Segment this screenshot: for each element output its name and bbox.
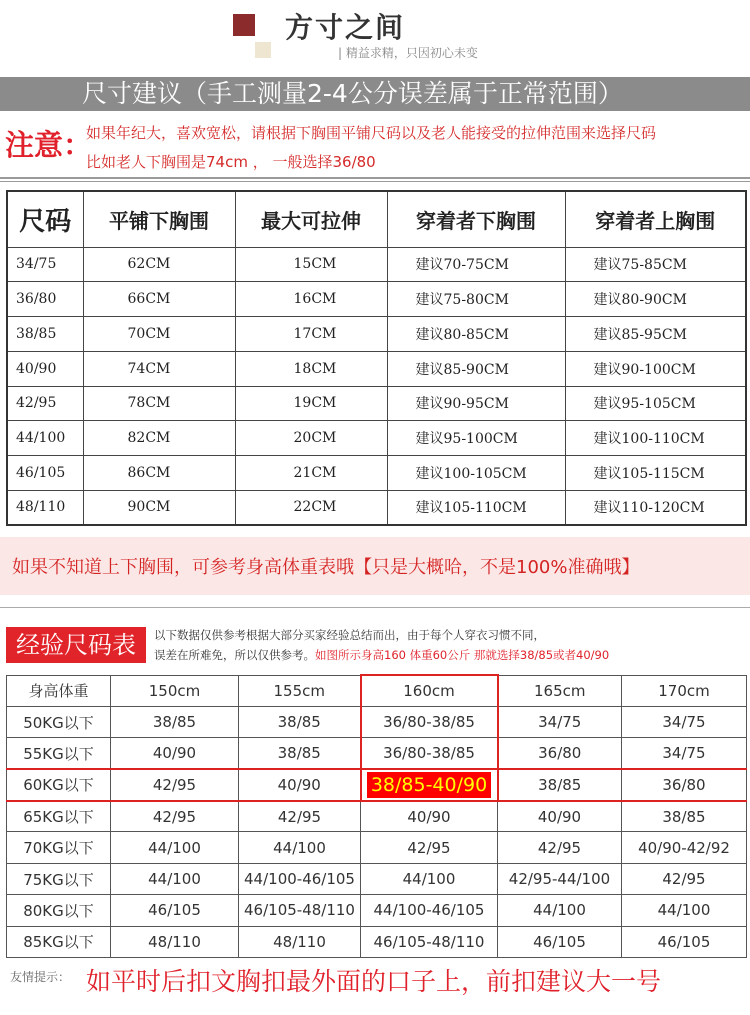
experience-row-label: 85KG以下 (7, 926, 111, 957)
size-cell: 建议100-105CM (387, 456, 565, 491)
size-row (7, 456, 746, 491)
size-cell: 建议80-85CM (387, 317, 565, 352)
experience-cell: 38/85 (622, 801, 747, 832)
experience-cell: 36/80 (622, 769, 747, 800)
size-cell: 42/95 (7, 386, 83, 421)
size-cell: 建议85-95CM (565, 317, 746, 352)
experience-cell: 44/100 (111, 863, 239, 894)
experience-cell: 42/95 (111, 769, 239, 800)
size-cell: 19CM (235, 386, 387, 421)
size-cell: 17CM (235, 317, 387, 352)
size-cell: 38/85 (7, 317, 83, 352)
experience-desc-2 (154, 647, 609, 663)
experience-cell: 42/95 (239, 801, 361, 832)
experience-cell: 46/105-48/110 (239, 895, 361, 926)
experience-cell: 36/80-38/85 (361, 706, 498, 737)
size-cell: 18CM (235, 351, 387, 386)
size-header-cell: 穿着者上胸围 (565, 191, 746, 247)
size-advice-banner: 尺寸建议（手工测量2-4公分误差属于正常范围） (0, 77, 750, 111)
experience-cell: 44/100 (111, 832, 239, 863)
experience-cell: 42/95 (622, 863, 747, 894)
experience-cell: 40/90 (498, 801, 622, 832)
size-cell: 66CM (83, 282, 235, 317)
experience-row (7, 706, 747, 737)
experience-cell: 40/90 (361, 801, 498, 832)
size-cell: 建议70-75CM (387, 247, 565, 282)
experience-cell: 36/80-38/85 (361, 738, 498, 769)
size-cell: 建议95-105CM (565, 386, 746, 421)
experience-cell: 44/100 (361, 863, 498, 894)
experience-cell: 38/85 (498, 769, 622, 800)
size-row (7, 247, 746, 282)
experience-badge: 经验尺码表 (6, 627, 146, 663)
size-cell: 建议90-95CM (387, 386, 565, 421)
size-cell: 86CM (83, 456, 235, 491)
experience-cell: 34/75 (622, 738, 747, 769)
experience-row (7, 832, 747, 863)
divider (0, 607, 750, 608)
tip-text: 如平时后扣文胸扣最外面的口子上，前扣建议大一号 (86, 967, 662, 996)
experience-cell: 44/100-46/105 (239, 863, 361, 894)
experience-cell: 44/100 (622, 895, 747, 926)
experience-row (7, 769, 747, 800)
experience-cell: 46/105 (498, 926, 622, 957)
size-cell: 21CM (235, 456, 387, 491)
size-cell: 建议100-110CM (565, 421, 746, 456)
size-cell: 建议90-100CM (565, 351, 746, 386)
size-cell: 建议75-80CM (387, 282, 565, 317)
size-row (7, 490, 746, 525)
experience-cell: 40/90-42/92 (622, 832, 747, 863)
experience-row (7, 738, 747, 769)
size-header-cell: 尺码 (7, 191, 83, 247)
experience-cell: 42/95 (361, 832, 498, 863)
experience-example: 如图所示身高160 体重60公斤 那就选择38/85或者40/90 (315, 648, 610, 662)
experience-row (7, 801, 747, 832)
note-line-1: 如果年纪大，喜欢宽松，请根据下胸围平铺尺码以及老人能接受的拉伸范围来选择尺码 (86, 124, 657, 142)
experience-header-cell: 170cm (622, 675, 747, 706)
size-cell: 34/75 (7, 247, 83, 282)
experience-cell: 46/105 (622, 926, 747, 957)
brand-slogan: | 精益求精，只因初心未变 (338, 46, 478, 60)
size-cell: 16CM (235, 282, 387, 317)
size-table-header (7, 191, 746, 247)
experience-cell: 44/100-46/105 (361, 895, 498, 926)
size-row (7, 282, 746, 317)
size-header-cell: 最大可拉伸 (235, 191, 387, 247)
experience-row-label: 55KG以下 (7, 738, 111, 769)
experience-header-cell: 150cm (111, 675, 239, 706)
highlight-recommendation: 38/85-40/90 (367, 772, 491, 798)
size-cell: 90CM (83, 490, 235, 525)
size-cell: 82CM (83, 421, 235, 456)
tip-label: 友情提示： (10, 970, 71, 984)
size-cell: 74CM (83, 351, 235, 386)
note-line-2: 比如老人下胸围是74cm ， 一般选择36/80 (86, 153, 376, 171)
size-row (7, 351, 746, 386)
size-cell: 建议105-115CM (565, 456, 746, 491)
experience-header-row (7, 675, 747, 706)
divider (0, 177, 750, 179)
experience-cell: 34/75 (622, 706, 747, 737)
experience-row-label: 50KG以下 (7, 706, 111, 737)
experience-cell: 40/90 (111, 738, 239, 769)
divider (0, 181, 750, 182)
experience-header-cell: 160cm (361, 675, 498, 706)
experience-cell: 46/105 (111, 895, 239, 926)
experience-cell: 44/100 (498, 895, 622, 926)
size-cell: 建议95-100CM (387, 421, 565, 456)
experience-cell: 38/85 (239, 706, 361, 737)
size-cell: 建议75-85CM (565, 247, 746, 282)
size-cell: 建议80-90CM (565, 282, 746, 317)
experience-row (7, 926, 747, 957)
experience-row (7, 895, 747, 926)
experience-row-label: 80KG以下 (7, 895, 111, 926)
experience-cell: 46/105-48/110 (361, 926, 498, 957)
size-header-cell: 平铺下胸围 (83, 191, 235, 247)
notice-text: 如果不知道上下胸围，可参考身高体重表哦【只是大概哈，不是100%准确哦】 (12, 557, 640, 578)
experience-cell: 48/110 (239, 926, 361, 957)
experience-cell: 36/80 (498, 738, 622, 769)
size-header-cell: 穿着者下胸围 (387, 191, 565, 247)
size-cell: 40/90 (7, 351, 83, 386)
experience-header-cell: 身高体重 (7, 675, 111, 706)
size-cell: 44/100 (7, 421, 83, 456)
experience-header-cell: 165cm (498, 675, 622, 706)
size-cell: 15CM (235, 247, 387, 282)
experience-table (6, 674, 747, 958)
size-row (7, 386, 746, 421)
size-cell: 78CM (83, 386, 235, 421)
experience-cell: 48/110 (111, 926, 239, 957)
experience-cell: 44/100 (239, 832, 361, 863)
experience-cell: 40/90 (239, 769, 361, 800)
size-cell: 48/110 (7, 490, 83, 525)
size-cell: 建议85-90CM (387, 351, 565, 386)
size-row (7, 317, 746, 352)
experience-row (7, 863, 747, 894)
experience-desc-1: 以下数据仅供参考根据大部分买家经验总结而出，由于每个人穿衣习惯不同， (154, 628, 545, 642)
experience-desc-2a: 误差在所难免，所以仅供参考。 (154, 648, 315, 662)
brand-logo-square (233, 14, 255, 36)
experience-cell: 34/75 (498, 706, 622, 737)
size-row (7, 421, 746, 456)
size-cell: 36/80 (7, 282, 83, 317)
size-cell: 建议105-110CM (387, 490, 565, 525)
experience-cell: 38/85 (111, 706, 239, 737)
size-cell: 20CM (235, 421, 387, 456)
size-cell: 46/105 (7, 456, 83, 491)
experience-cell: 42/95 (498, 832, 622, 863)
experience-cell: 38/85 (239, 738, 361, 769)
size-cell: 建议110-120CM (565, 490, 746, 525)
experience-row-label: 60KG以下 (7, 769, 111, 800)
experience-cell: 42/95 (111, 801, 239, 832)
brand-deco-square (255, 42, 271, 58)
size-cell: 22CM (235, 490, 387, 525)
experience-row-label: 70KG以下 (7, 832, 111, 863)
size-table (6, 190, 747, 526)
experience-cell: 42/95-44/100 (498, 863, 622, 894)
size-cell: 70CM (83, 317, 235, 352)
experience-row-label: 65KG以下 (7, 801, 111, 832)
note-label: 注意： (5, 128, 93, 162)
size-cell: 62CM (83, 247, 235, 282)
brand-name: 方寸之间 (285, 11, 406, 44)
experience-row-label: 75KG以下 (7, 863, 111, 894)
experience-cell (361, 769, 498, 800)
experience-header-cell: 155cm (239, 675, 361, 706)
